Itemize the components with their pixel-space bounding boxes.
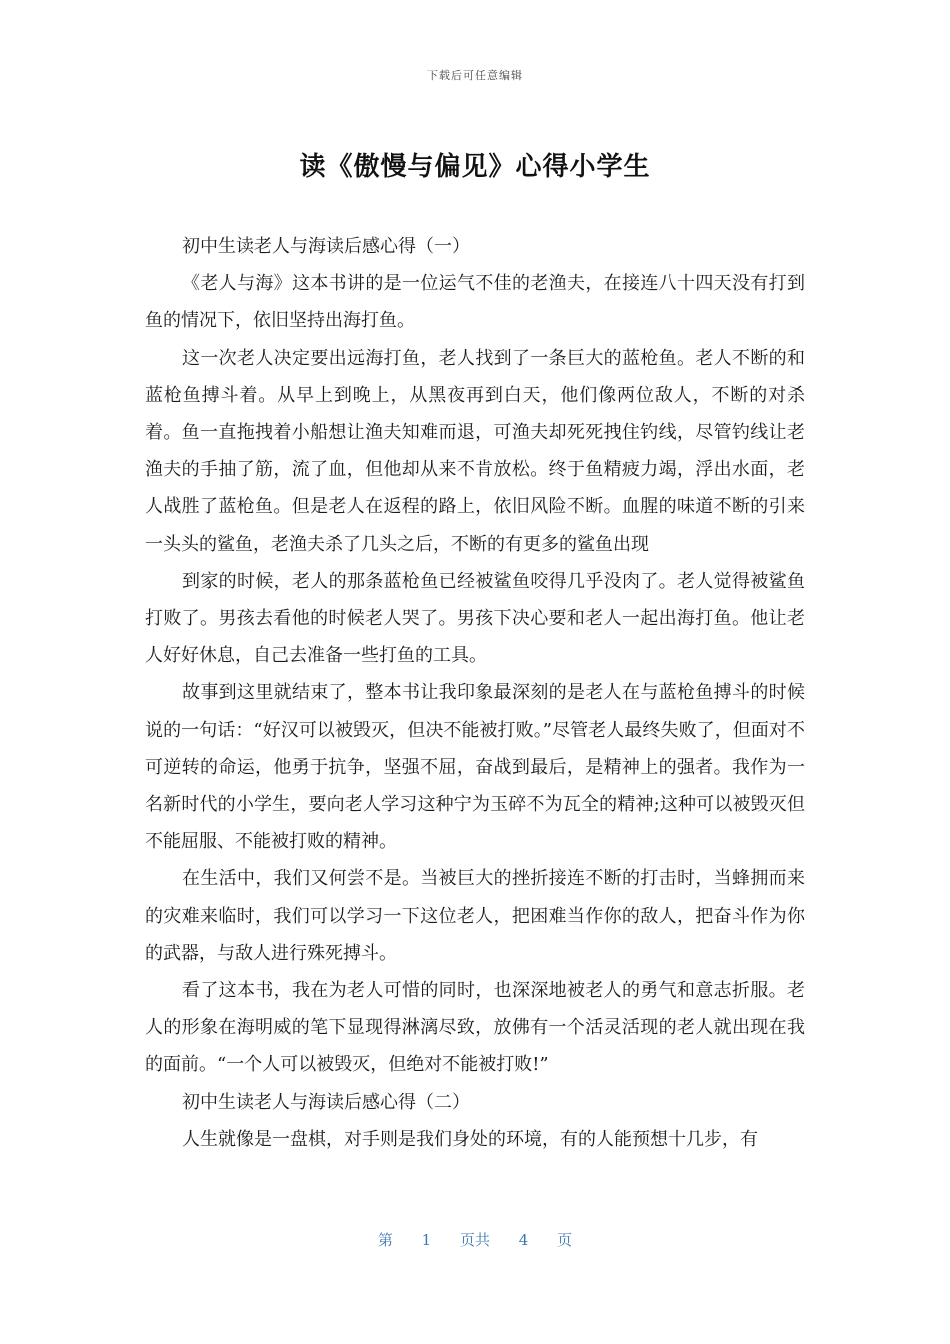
paragraph: 人生就像是一盘棋，对手则是我们身处的环境，有的人能预想十几步，有	[182, 1128, 758, 1150]
section-heading: 初中生读老人与海读后感心得（一）	[182, 236, 470, 257]
paragraph: 故事到这里就结束了，整本书让我印象最深刻的是老人在与蓝枪鱼搏斗的时候说的一句话：“好汉可以被毁灭，但决不能被打败。”尽管老人最终失败了，但面对不可逆转的命运，他勇于抗争，坚强不屈，奋战到最后，是精神上的强者。我作为一名新时代的小学生，要向老人学习这种宁为玉碎不为瓦全的精神;这种可以被毁灭但不能屈服、不能被打败的精神。	[145, 682, 805, 853]
section-heading: 初中生读老人与海读后感心得（二）	[182, 1091, 470, 1113]
footer-middle: 页共	[459, 1231, 490, 1249]
header-note: 下载后可任意编辑	[427, 69, 523, 82]
footer-suffix: 页	[557, 1231, 573, 1249]
paragraph: 《老人与海》这本书讲的是一位运气不佳的老渔夫，在接连八十四天没有打到鱼的情况下，依旧坚持出海打鱼。	[145, 273, 805, 332]
paragraph: 在生活中，我们又何尝不是。当被巨大的挫折接连不断的打击时，当蜂拥而来的灾难来临时，我们可以学习一下这位老人，把困难当作你的敌人，把奋斗作为你的武器，与敌人进行殊死搏斗。	[145, 868, 805, 964]
paragraph: 看了这本书，我在为老人可惜的同时，也深深地被老人的勇气和意志折服。老人的形象在海明威的笔下显现得淋漓尽致，放佛有一个活灵活现的老人就出现在我的面前。“一个人可以被毁灭，但绝对不能被打败!”	[145, 980, 805, 1076]
footer-prefix: 第	[377, 1231, 393, 1249]
paragraph: 这一次老人决定要出远海打鱼，老人找到了一条巨大的蓝枪鱼。老人不断的和蓝枪鱼搏斗着。从早上到晚上，从黑夜再到白天，他们像两位敌人，不断的对杀着。鱼一直拖拽着小船想让渔夫知难而退，可渔夫却死死拽住钓线，尽管钓线让老渔夫的手抽了筋，流了血，但他却从来不肯放松。终于鱼精疲力竭，浮出水面，老人战胜了蓝枪鱼。但是老人在返程的路上，依旧风险不断。血腥的味道不断的引来一头头的鲨鱼，老渔夫杀了几头之后，不断的有更多的鲨鱼出现	[145, 347, 805, 555]
paragraph: 到家的时候，老人的那条蓝枪鱼已经被鲨鱼咬得几乎没肉了。老人觉得被鲨鱼打败了。男孩去看他的时候老人哭了。男孩下决心要和老人一起出海打鱼。他让老人好好休息，自己去准备一些打鱼的工具。	[145, 570, 805, 667]
page-number-footer	[0, 1229, 950, 1250]
footer-total-pages: 4	[518, 1231, 529, 1249]
footer-current-page: 1	[421, 1231, 432, 1249]
document-title: 读《傲慢与偏见》心得小学生	[299, 152, 651, 182]
document-body	[145, 228, 805, 1158]
